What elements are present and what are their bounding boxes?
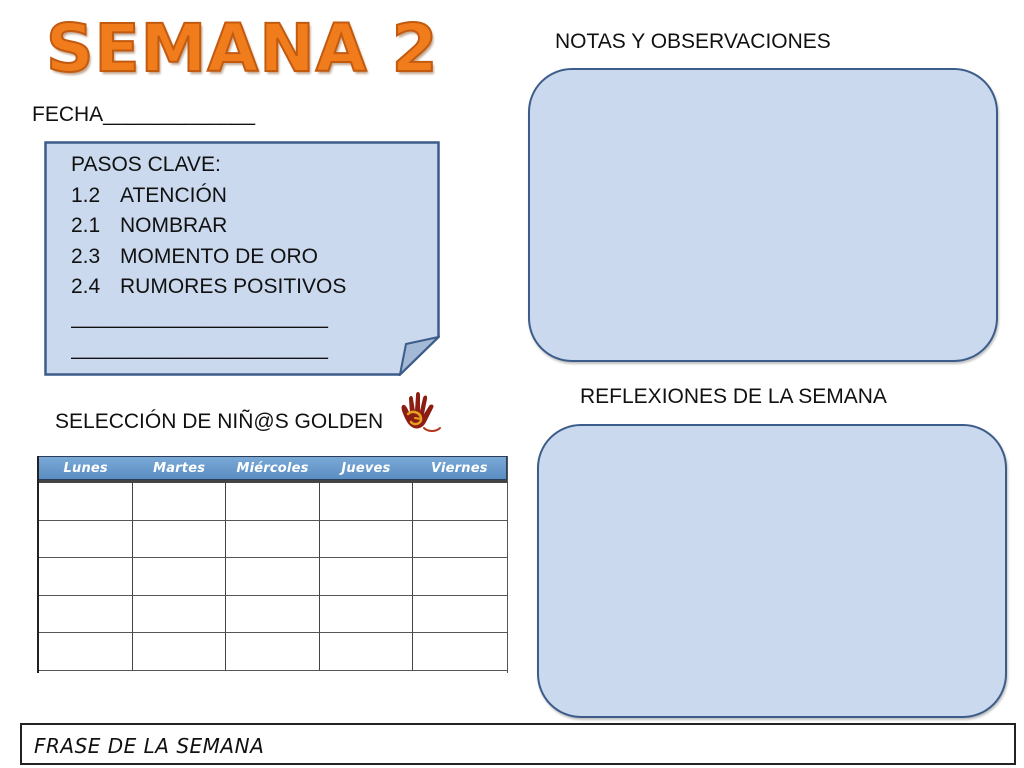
day-header-viernes: Viernes: [430, 460, 488, 476]
key-step-label: MOMENTO DE ORO: [120, 244, 318, 268]
table-cell[interactable]: [39, 558, 133, 596]
table-cell[interactable]: [133, 558, 227, 596]
table-cell[interactable]: [320, 596, 414, 634]
reflections-box[interactable]: [537, 424, 1007, 718]
table-cell[interactable]: [39, 633, 133, 671]
day-header-miercoles: Miércoles: [236, 460, 309, 476]
blank-write-line[interactable]: ______________________: [71, 305, 328, 329]
table-cell[interactable]: [320, 483, 414, 521]
key-step-label: ATENCIÓN: [120, 183, 227, 207]
table-cell[interactable]: [226, 596, 320, 634]
table-cell[interactable]: [413, 596, 507, 634]
day-header-martes: Martes: [153, 460, 206, 476]
date-field-label: FECHA_____________: [32, 103, 256, 126]
key-step-item: [71, 242, 401, 273]
key-steps-note: [44, 141, 440, 376]
key-step-item: [71, 272, 401, 303]
page-title: SEMANA 2: [46, 10, 439, 87]
key-steps-heading: PASOS CLAVE:: [71, 153, 221, 176]
table-cell[interactable]: [39, 596, 133, 634]
table-cell[interactable]: [39, 521, 133, 559]
key-step-number: 2.4: [71, 275, 101, 299]
table-body: [39, 480, 507, 671]
table-cell[interactable]: [320, 633, 414, 671]
table-cell[interactable]: [413, 633, 507, 671]
notes-section-label: NOTAS Y OBSERVACIONES: [555, 30, 831, 53]
phrase-of-week-box[interactable]: [20, 723, 1016, 765]
key-step-item: [71, 181, 401, 212]
key-step-label: NOMBRAR: [120, 214, 228, 238]
key-step-item: [71, 211, 401, 242]
notes-box[interactable]: [528, 68, 998, 362]
table-cell[interactable]: [320, 521, 414, 559]
golden-selection-table: [37, 456, 508, 673]
table-cell[interactable]: [133, 596, 227, 634]
hand-logo-icon: [394, 390, 444, 438]
table-cell[interactable]: [226, 483, 320, 521]
phrase-of-week-label: FRASE DE LA SEMANA: [34, 734, 265, 758]
reflections-section-label: REFLEXIONES DE LA SEMANA: [580, 385, 887, 408]
key-step-label: RUMORES POSITIVOS: [120, 275, 347, 299]
table-cell[interactable]: [133, 521, 227, 559]
table-cell[interactable]: [39, 483, 133, 521]
table-cell[interactable]: [133, 633, 227, 671]
day-header-lunes: Lunes: [63, 460, 108, 476]
blank-write-line[interactable]: ______________________: [71, 336, 328, 360]
golden-selection-label: SELECCIÓN DE NIÑ@S GOLDEN: [55, 410, 384, 433]
table-header-row: [39, 456, 507, 480]
day-header-jueves: Jueves: [341, 460, 391, 476]
table-cell[interactable]: [226, 521, 320, 559]
key-step-number: 1.2: [71, 183, 101, 207]
table-cell[interactable]: [413, 521, 507, 559]
table-cell[interactable]: [320, 558, 414, 596]
table-cell[interactable]: [133, 483, 227, 521]
table-cell[interactable]: [413, 483, 507, 521]
table-cell[interactable]: [226, 633, 320, 671]
key-step-number: 2.1: [71, 214, 101, 238]
table-cell[interactable]: [413, 558, 507, 596]
table-cell[interactable]: [226, 558, 320, 596]
key-step-number: 2.3: [71, 244, 101, 268]
